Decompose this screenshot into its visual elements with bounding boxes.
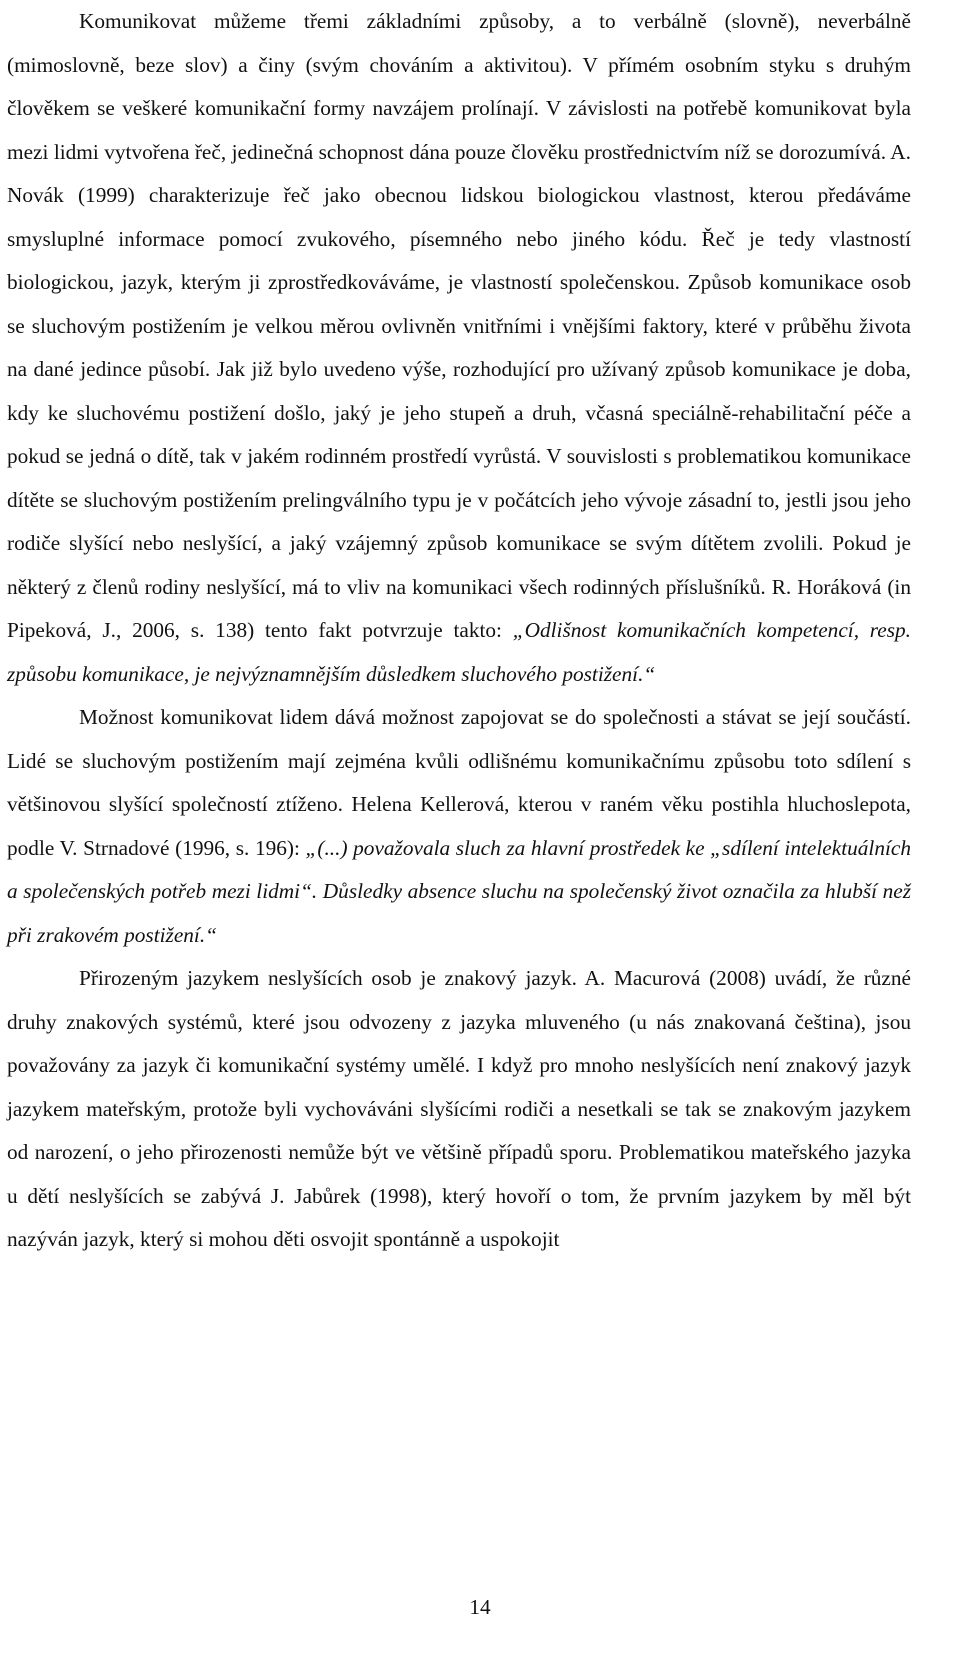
paragraph-1-text: Komunikovat můžeme třemi základními způsoby, a to verbálně (slovně), neverbálně (mimoslovně, beze slov) a činy (svým chováním a aktivitou). V přímém osobním styku s druhým člověkem se veškeré komunikační formy navzájem prolínají. V závislosti na potřebě komunikovat byla mezi lidmi vytvořena řeč, jedinečná schopnost dána pouze člověku prostřednictvím níž se dorozumívá. A. Novák (1999) charakterizuje řeč jako obecnou lidskou biologickou vlastnost, kterou předáváme smysluplné informace pomocí zvukového, písemného nebo jiného kódu. Řeč je tedy vlastností biologickou, jazyk, kterým ji zprostředkováváme, je vlastností společenskou. Způsob komunikace osob se sluchovým postižením je velkou měrou ovlivněn vnitřními i vnějšími faktory, které v průběhu života na dané jedince působí. Jak již bylo uvedeno výše, rozhodující pro užívaný způsob komunikace je doba, kdy ke sluchovému postižení došlo, jaký je jeho stupeň a druh, včasná speciálně-rehabilitační péče a pokud se jedná o dítě, tak v jakém rodinném prostředí vyrůstá. V souvislosti s problematikou komunikace dítěte se sluchovým postižením prelingválního typu je v počátcích jeho vývoje zásadní to, jestli jsou jeho rodiče slyšící nebo neslyšící, a jaký vzájemný způsob komunikace se svým dítětem zvolili. Pokud je některý z členů rodiny neslyšící, má to vliv na komunikaci všech rodinných příslušníků. R. Horáková (in Pipeková, J., 2006, s. 138) tento fakt potvrzuje takto: <box>7 9 911 642</box>
document-page <box>7 0 911 1262</box>
paragraph-1-quote: „Odlišnost komunikačních kompetencí, resp. způsobu komunikace, je nejvýznamnějším důsledkem sluchového postižení.“ <box>7 618 912 686</box>
paragraph-2-text: Možnost komunikovat lidem dává možnost zapojovat se do společnosti a stávat se její součástí. Lidé se sluchovým postižením mají zejména kvůli odlišnému komunikačnímu způsobu toto sdílení s většinovou slyšící společností ztíženo. Helena Kellerová, kterou v raném věku postihla hluchoslepota, podle V. Strnadové (1996, s. 196): <box>7 705 911 860</box>
paragraph-social-integration <box>7 696 911 957</box>
paragraph-communication-modes <box>7 0 911 696</box>
paragraph-3-text: Přirozeným jazykem neslyšících osob je znakový jazyk. A. Macurová (2008) uvádí, že různé druhy znakových systémů, které jsou odvozeny z jazyka mluveného (u nás znakovaná čeština), jsou považovány za jazyk či komunikační systémy umělé. I když pro mnoho neslyšících není znakový jazyk jazykem mateřským, protože byli vychováváni slyšícími rodiči a nesetkali se tak se znakovým jazykem od narození, o jeho přirozenosti nemůže být ve většině případů sporu. Problematikou mateřského jazyka u dětí neslyšících se zabývá J. Jabůrek (1998), který hovoří o tom, že prvním jazykem by měl být nazýván jazyk, který si mohou děti osvojit spontánně a uspokojit <box>7 966 911 1251</box>
page-number: 14 <box>469 1595 491 1619</box>
paragraph-sign-language <box>7 957 911 1262</box>
paragraph-2-quote: „(...) považovala sluch za hlavní prostředek ke „sdílení intelektuálních a společenských potřeb mezi lidmi“. Důsledky absence sluchu na společenský život označila za hlubší než při zrakovém postižení.“ <box>7 835 911 947</box>
